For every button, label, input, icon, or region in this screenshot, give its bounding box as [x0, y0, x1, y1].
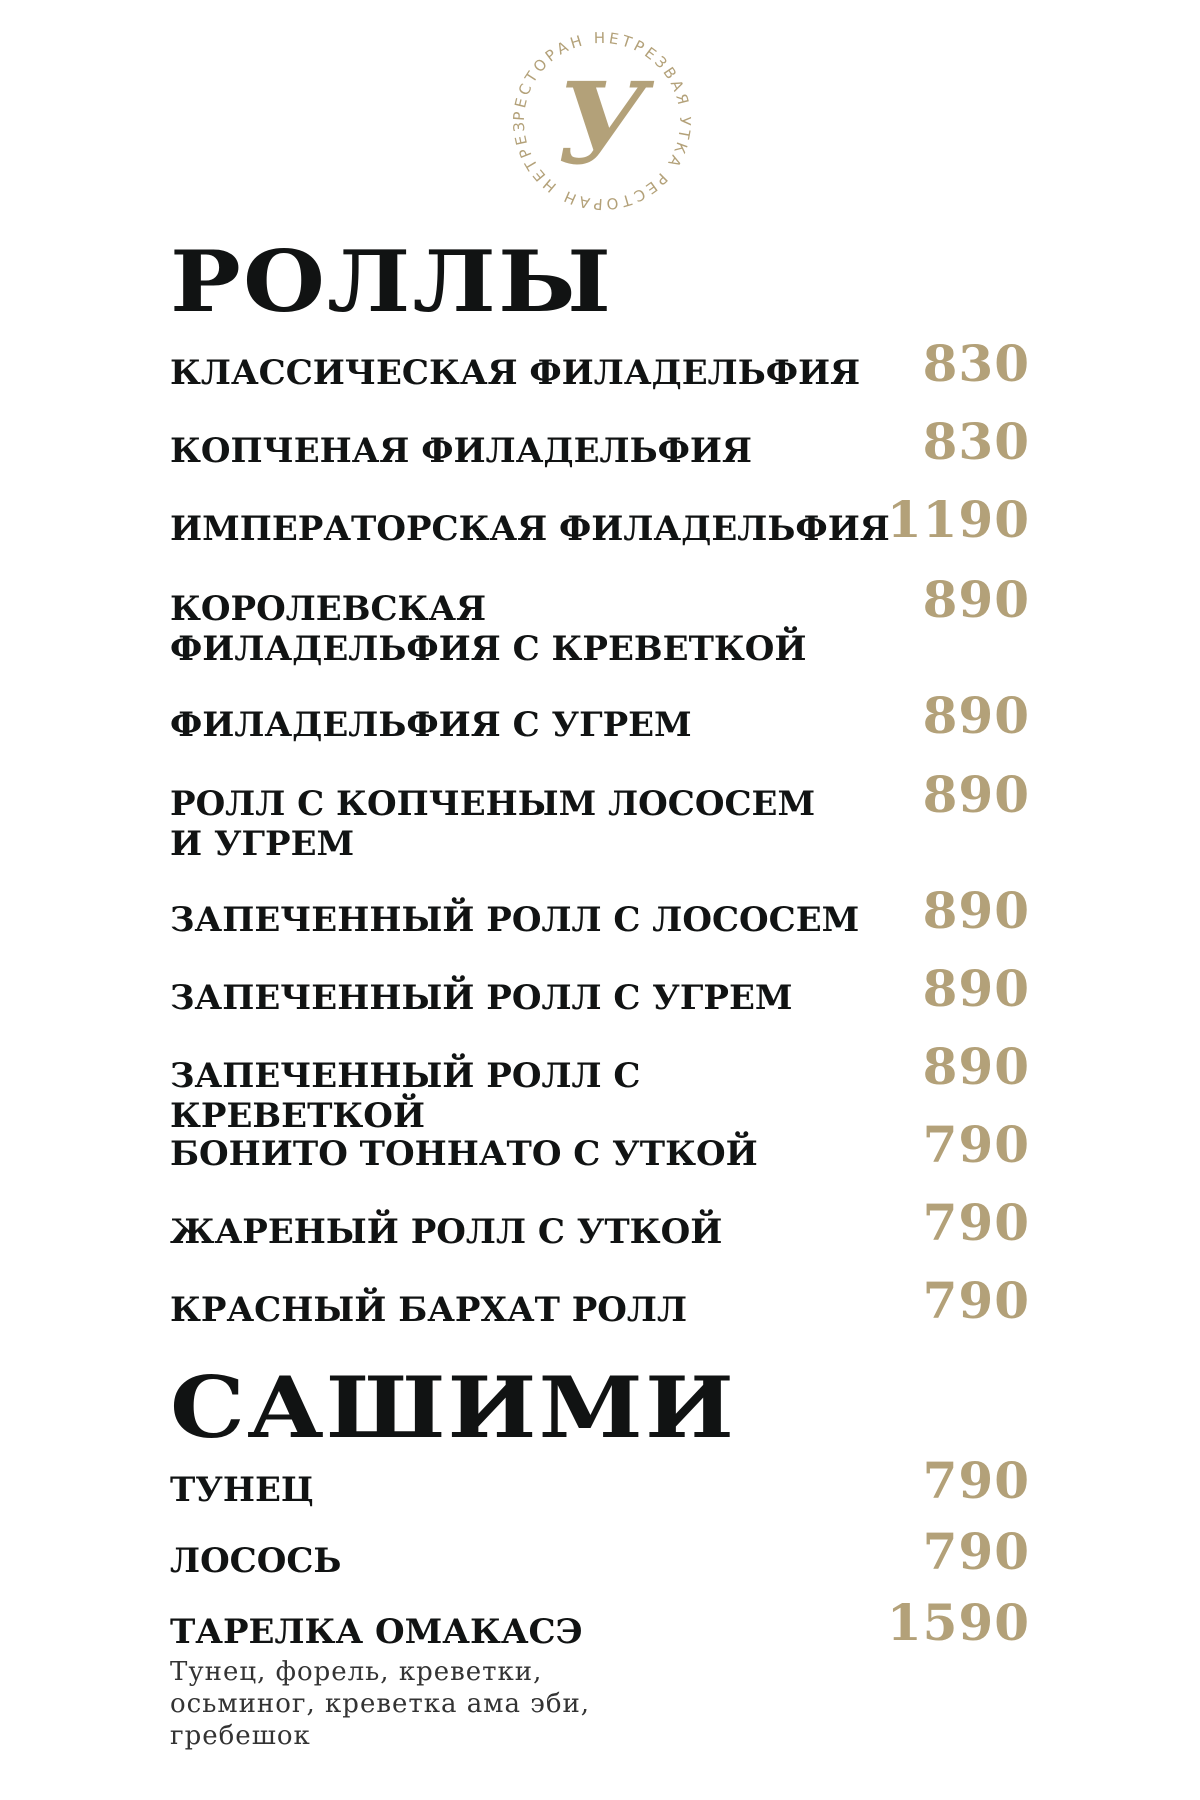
- menu-item-name: ЗАПЕЧЕННЫЙ РОЛЛ С ЛОСОСЕМ: [170, 900, 860, 940]
- menu-item: [170, 1037, 1030, 1136]
- menu-item-price: 790: [922, 1451, 1030, 1510]
- menu-item-price: 890: [922, 686, 1030, 745]
- menu-item-price: 830: [922, 412, 1030, 471]
- menu-item-name: ИМПЕРАТОРСКАЯ ФИЛАДЕЛЬФИЯ: [170, 509, 890, 549]
- menu-item-name: ЗАПЕЧЕННЫЙ РОЛЛ С УГРЕМ: [170, 978, 793, 1018]
- menu-item-name: ТУНЕЦ: [170, 1470, 314, 1510]
- menu-item: [170, 570, 1030, 669]
- menu-item-name: ЗАПЕЧЕННЫЙ РОЛЛ С КРЕВЕТКОЙ: [170, 1056, 641, 1136]
- menu-item-name: ЛОСОСЬ: [170, 1541, 342, 1581]
- menu-item: [170, 1593, 1030, 1752]
- menu-item-name: ТАРЕЛКА ОМАКАСЭ: [170, 1612, 583, 1652]
- menu-item-price: 790: [922, 1193, 1030, 1252]
- menu-item-name: РОЛЛ С КОПЧЕНЫМ ЛОСОСЕМ И УГРЕМ: [170, 784, 816, 864]
- restaurant-logo: [504, 23, 700, 219]
- menu-item-name: ЖАРЕНЫЙ РОЛЛ С УТКОЙ: [170, 1212, 723, 1252]
- menu-item-price: 790: [922, 1522, 1030, 1581]
- svg-text:РЕСТОРАН НЕТРЕЗВАЯ УТКА РЕСТОР: РЕСТОРАН НЕТРЕЗВАЯ УТКА РЕСТОРАН НЕТРЕЗ: [509, 28, 695, 214]
- logo-seal-icon: [504, 23, 700, 219]
- menu-item: [170, 412, 1030, 471]
- menu-item-price: 1190: [886, 490, 1030, 549]
- menu-item: [170, 765, 1030, 864]
- menu-item: [170, 1115, 1030, 1174]
- menu-item: [170, 1271, 1030, 1330]
- menu-item: [170, 1451, 1030, 1510]
- menu-item: [170, 490, 1030, 549]
- menu-item-price: 1590: [886, 1593, 1030, 1652]
- logo-monogram: У: [556, 59, 648, 190]
- menu-item: [170, 881, 1030, 940]
- menu-item: [170, 686, 1030, 745]
- menu-item-price: 830: [922, 334, 1030, 393]
- menu-item-price: 790: [922, 1115, 1030, 1174]
- menu-item-name: КЛАССИЧЕСКАЯ ФИЛАДЕЛЬФИЯ: [170, 353, 861, 393]
- menu-item-description: Тунец, форель, креветки, осьминог, креветка ама эби, гребешок: [170, 1657, 591, 1751]
- menu-item-price: 890: [922, 765, 1030, 824]
- menu-item-price: 890: [922, 881, 1030, 940]
- menu-item-name: КОПЧЕНАЯ ФИЛАДЕЛЬФИЯ: [170, 431, 753, 471]
- menu-item-name: КРАСНЫЙ БАРХАТ РОЛЛ: [170, 1290, 688, 1330]
- menu-item-name: БОНИТО ТОННАТО С УТКОЙ: [170, 1134, 758, 1174]
- menu-item-price: 790: [922, 1271, 1030, 1330]
- menu-item-price: 890: [922, 1037, 1030, 1096]
- menu-item-price: 890: [922, 959, 1030, 1018]
- menu-item-name: ФИЛАДЕЛЬФИЯ С УГРЕМ: [170, 705, 692, 745]
- section-title-rolls: РОЛЛЫ: [170, 232, 614, 331]
- menu-item: [170, 1522, 1030, 1581]
- menu-item: [170, 959, 1030, 1018]
- menu-item: [170, 334, 1030, 393]
- menu-item: [170, 1193, 1030, 1252]
- menu-item-price: 890: [922, 570, 1030, 629]
- section-title-sashimi: САШИМИ: [170, 1358, 737, 1457]
- menu-item-name: КОРОЛЕВСКАЯ ФИЛАДЕЛЬФИЯ С КРЕВЕТКОЙ: [170, 589, 807, 669]
